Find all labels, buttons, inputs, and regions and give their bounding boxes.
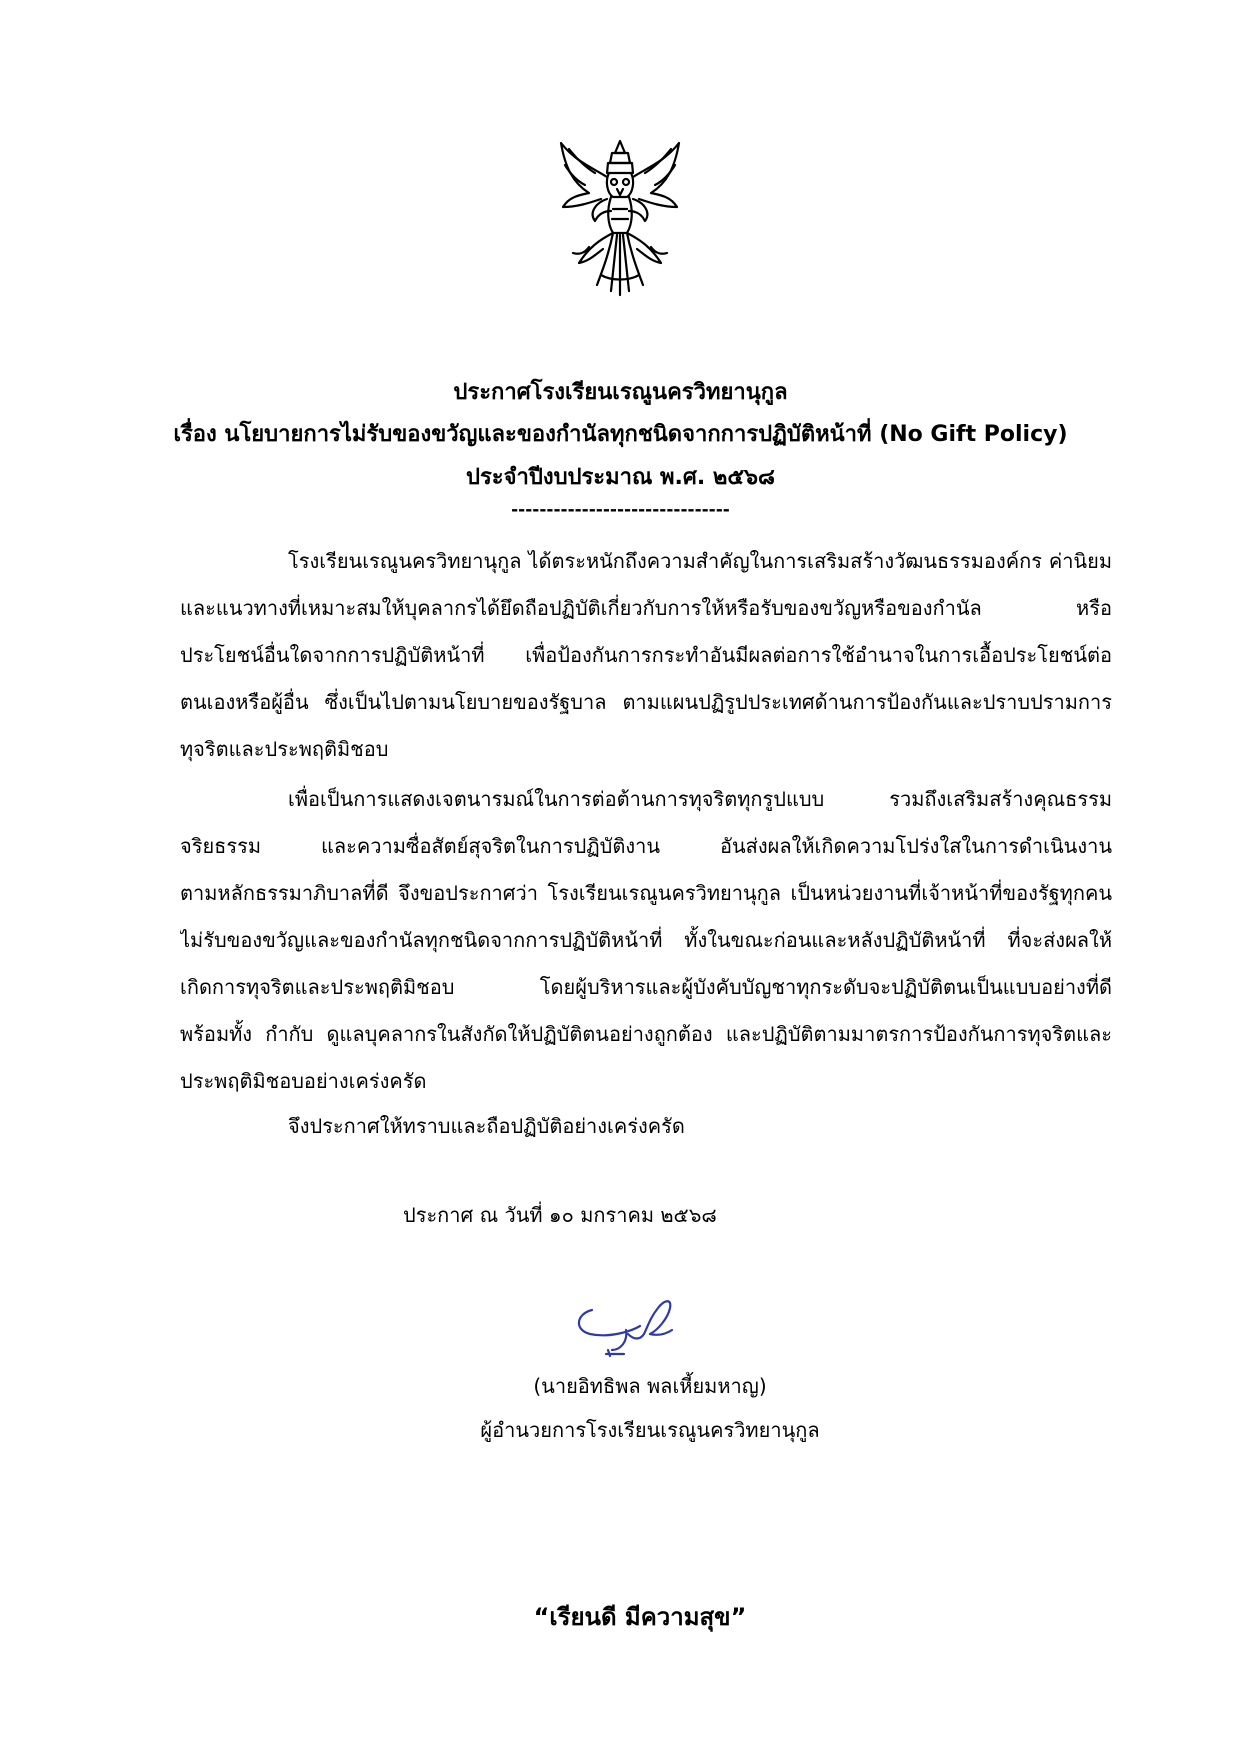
school-motto: “เรียนดี มีความสุข”: [533, 1603, 747, 1631]
announcement-title: ประกาศโรงเรียนเรณูนครวิทยานุกูล: [453, 380, 788, 405]
paragraph-line: เพื่อเป็นการแสดงเจตนารมณ์ในการต่อต้านการทุจริตทุกรูปแบบ รวมถึงเสริมสร้างคุณธรรม: [288, 787, 1112, 811]
garuda-emblem-icon: [555, 137, 685, 297]
paragraph-line: ประโยชน์อื่นใดจากการปฏิบัติหน้าที่ เพื่อป้องกันการกระทำอันมีผลต่อการใช้อำนาจในการเอื้อประโยชน์ต่อ: [180, 643, 1112, 667]
divider-line: -------------------------------: [511, 500, 730, 520]
paragraph-line: พร้อมทั้ง กำกับ ดูแลบุคลากรในสังกัดให้ปฏิบัติตนอย่างถูกต้อง และปฏิบัติตามมาตรการป้องกันการทุจริตและ: [180, 1022, 1112, 1046]
paragraph-line: โรงเรียนเรณูนครวิทยานุกูล ได้ตระหนักถึงความสำคัญในการเสริมสร้างวัฒนธรรมองค์กร ค่านิยม: [288, 549, 1112, 573]
signer-position: ผู้อำนวยการโรงเรียนเรณูนครวิทยานุกูล: [480, 1418, 820, 1442]
paragraph-line: เกิดการทุจริตและประพฤติมิชอบ โดยผู้บริหารและผู้บังคับบัญชาทุกระดับจะปฏิบัติตนเป็นแบบอย่างที่ดี: [180, 975, 1112, 999]
paragraph-line: ตนเองหรือผู้อื่น ซึ่งเป็นไปตามนโยบายของรัฐบาล ตามแผนปฏิรูปประเทศด้านการป้องกันและปราบปรามการ: [180, 690, 1112, 714]
announcement-subject: เรื่อง นโยบายการไม่รับของขวัญและของกำนัลทุกชนิดจากการปฏิบัติหน้าที่ (No Gift Policy): [173, 422, 1068, 447]
paragraph-line: ตามหลักธรรมาภิบาลที่ดี จึงขอประกาศว่า โรงเรียนเรณูนครวิทยานุกูล เป็นหน่วยงานที่เจ้าหน้าที่ของรัฐทุกคน: [180, 881, 1112, 905]
paragraph-line: และแนวทางที่เหมาะสมให้บุคลากรได้ยึดถือปฏิบัติเกี่ยวกับการให้หรือรับของขวัญหรือของกำนัล หรือ: [180, 596, 1112, 620]
signer-name: (นายอิทธิพล พลเหี้ยมหาญ): [533, 1374, 767, 1398]
paragraph-line: ประพฤติมิชอบอย่างเคร่งครัด: [180, 1069, 427, 1093]
fiscal-year: ประจำปีงบประมาณ พ.ศ. ๒๕๖๘: [466, 465, 775, 490]
paragraph-line: จริยธรรม และความซื่อสัตย์สุจริตในการปฏิบัติงาน อันส่งผลให้เกิดความโปร่งใสในการดำเนินงาน: [180, 834, 1112, 858]
paragraph-line: ไม่รับของขวัญและของกำนัลทุกชนิดจากการปฏิบัติหน้าที่ ทั้งในขณะก่อนและหลังปฏิบัติหน้าที่ ที่จะส่งผลให้: [180, 928, 1112, 952]
announcement-date: ประกาศ ณ วันที่ ๑๐ มกราคม ๒๕๖๘: [403, 1203, 717, 1227]
signature-image: [568, 1290, 688, 1360]
paragraph-line: ทุจริตและประพฤติมิชอบ: [180, 737, 389, 761]
closing-statement: จึงประกาศให้ทราบและถือปฏิบัติอย่างเคร่งครัด: [288, 1114, 685, 1138]
